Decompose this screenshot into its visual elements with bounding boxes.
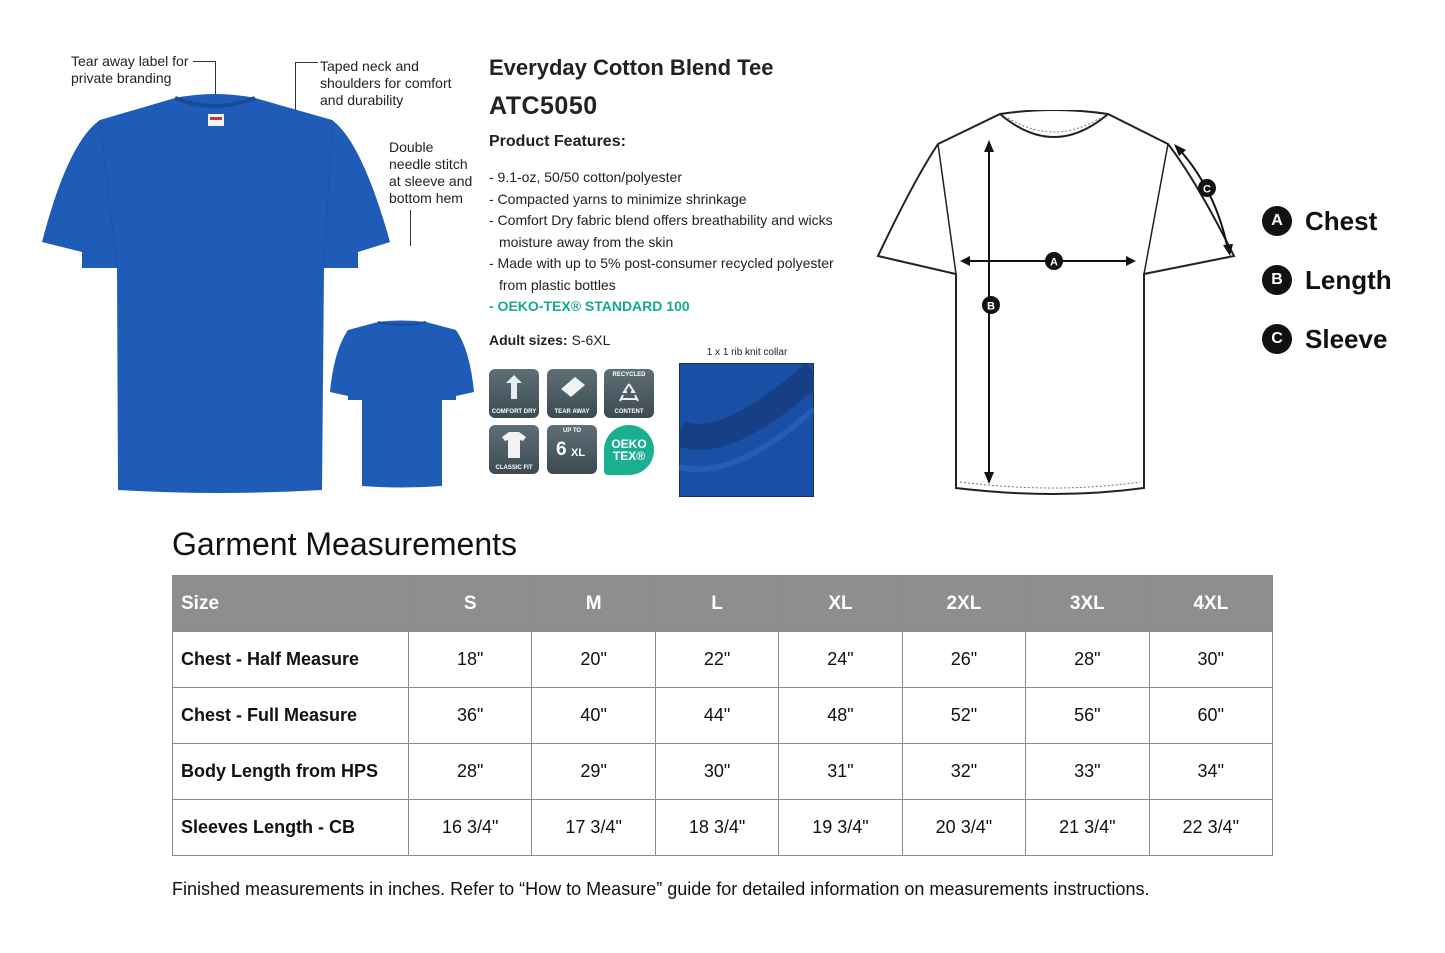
back-tshirt-image bbox=[328, 320, 476, 488]
recycle-icon bbox=[617, 381, 641, 405]
table-cell: 30" bbox=[1149, 632, 1272, 688]
recycled-label-bottom: CONTENT bbox=[614, 409, 644, 415]
table-cell: 20" bbox=[532, 632, 655, 688]
comfort-dry-label: COMFORT DRY bbox=[491, 409, 537, 415]
table-cell: 18 3/4" bbox=[655, 800, 778, 856]
diagram-marker-b: B bbox=[987, 300, 995, 313]
callout-taped-neck: Taped neck and shoulders for comfort and durability bbox=[320, 58, 452, 108]
oeko-tex-badge bbox=[604, 425, 654, 475]
adult-sizes-value: S-6XL bbox=[567, 332, 611, 348]
table-cell: 30" bbox=[655, 744, 778, 800]
column-header: Size bbox=[173, 576, 409, 632]
features-list bbox=[489, 167, 839, 318]
feature-item-oeko: - OEKO-TEX® STANDARD 100 bbox=[489, 298, 690, 314]
column-header: 3XL bbox=[1026, 576, 1149, 632]
table-cell: 60" bbox=[1149, 688, 1272, 744]
legend-item-length bbox=[1262, 264, 1392, 296]
table-cell: 19 3/4" bbox=[779, 800, 902, 856]
legend-item-chest bbox=[1262, 205, 1377, 237]
legend-key-c: C bbox=[1262, 324, 1292, 354]
size-6xl-badge bbox=[547, 425, 597, 474]
measurement-diagram bbox=[876, 110, 1236, 498]
row-label: Sleeves Length - CB bbox=[173, 800, 409, 856]
up-to-label: UP TO bbox=[562, 428, 582, 434]
callout-tear-away-label: Tear away label for private branding bbox=[71, 53, 189, 86]
table-cell: 36" bbox=[409, 688, 532, 744]
table-cell: 29" bbox=[532, 744, 655, 800]
leader-line-double-needle bbox=[410, 210, 412, 246]
table-cell: 44" bbox=[655, 688, 778, 744]
oeko-line2: TEX® bbox=[612, 449, 646, 463]
comfort-dry-icon bbox=[502, 373, 526, 401]
table-cell: 40" bbox=[532, 688, 655, 744]
callout-double-needle: Double needle stitch at sleeve and bottom hem bbox=[389, 139, 473, 206]
table-cell: 16 3/4" bbox=[409, 800, 532, 856]
feature-item: - Compacted yarns to minimize shrinkage bbox=[489, 190, 747, 207]
table-cell: 22 3/4" bbox=[1149, 800, 1272, 856]
table-row bbox=[173, 800, 1273, 856]
table-row bbox=[173, 632, 1273, 688]
column-header: XL bbox=[779, 576, 902, 632]
feature-item: - Made with up to 5% post-consumer recycled polyester from plastic bottles bbox=[489, 255, 834, 293]
collar-swatch-image bbox=[679, 363, 814, 497]
row-label: Body Length from HPS bbox=[173, 744, 409, 800]
classic-fit-badge bbox=[489, 425, 539, 474]
product-code: ATC5050 bbox=[489, 92, 598, 120]
table-row bbox=[173, 744, 1273, 800]
table-cell: 21 3/4" bbox=[1026, 800, 1149, 856]
table-cell: 31" bbox=[779, 744, 902, 800]
column-header: L bbox=[655, 576, 778, 632]
product-title: Everyday Cotton Blend Tee bbox=[489, 55, 774, 80]
adult-sizes-label: Adult sizes: bbox=[489, 332, 568, 348]
recycled-content-badge bbox=[604, 369, 654, 418]
tear-away-icon bbox=[557, 375, 587, 401]
adult-sizes bbox=[489, 332, 610, 348]
row-label: Chest - Half Measure bbox=[173, 632, 409, 688]
legend-item-sleeve bbox=[1262, 323, 1387, 355]
legend-label-chest: Chest bbox=[1305, 205, 1378, 236]
classic-fit-label: CLASSIC FIT bbox=[495, 465, 533, 471]
table-row bbox=[173, 688, 1273, 744]
table-cell: 24" bbox=[779, 632, 902, 688]
table-header-row bbox=[173, 576, 1273, 632]
features-heading: Product Features: bbox=[489, 133, 626, 150]
table-cell: 18" bbox=[409, 632, 532, 688]
table-cell: 28" bbox=[409, 744, 532, 800]
measurements-table bbox=[172, 575, 1273, 856]
table-cell: 52" bbox=[902, 688, 1025, 744]
column-header: S bbox=[409, 576, 532, 632]
table-cell: 26" bbox=[902, 632, 1025, 688]
table-cell: 32" bbox=[902, 744, 1025, 800]
oeko-line1: OEKO bbox=[611, 437, 647, 451]
tear-away-badge bbox=[547, 369, 597, 418]
measurements-title: Garment Measurements bbox=[172, 526, 518, 562]
six-xl-unit: XL bbox=[571, 447, 586, 459]
table-cell: 22" bbox=[655, 632, 778, 688]
diagram-marker-a: A bbox=[1050, 256, 1058, 269]
column-header: 4XL bbox=[1149, 576, 1272, 632]
legend-key-a: A bbox=[1262, 206, 1292, 236]
collar-caption: 1 x 1 rib knit collar bbox=[706, 347, 788, 358]
table-cell: 48" bbox=[779, 688, 902, 744]
table-cell: 20 3/4" bbox=[902, 800, 1025, 856]
feature-item: - 9.1-oz, 50/50 cotton/polyester bbox=[489, 169, 682, 185]
table-cell: 28" bbox=[1026, 632, 1149, 688]
table-cell: 33" bbox=[1026, 744, 1149, 800]
six-xl-number: 6 bbox=[556, 439, 567, 460]
tear-away-label: TEAR AWAY bbox=[554, 409, 590, 415]
legend-key-b: B bbox=[1262, 265, 1292, 295]
classic-fit-icon bbox=[501, 430, 527, 460]
row-label: Chest - Full Measure bbox=[173, 688, 409, 744]
diagram-marker-c: C bbox=[1203, 183, 1211, 196]
column-header: 2XL bbox=[902, 576, 1025, 632]
legend-label-sleeve: Sleeve bbox=[1305, 323, 1388, 354]
measurements-footnote: Finished measurements in inches. Refer to “How to Measure” guide for detailed information on measurements instructions. bbox=[172, 879, 1150, 899]
table-cell: 17 3/4" bbox=[532, 800, 655, 856]
column-header: M bbox=[532, 576, 655, 632]
table-cell: 56" bbox=[1026, 688, 1149, 744]
feature-item: - Comfort Dry fabric blend offers breathability and wicks moisture away from the skin bbox=[489, 212, 833, 250]
comfort-dry-badge bbox=[489, 369, 539, 418]
recycled-label-top: RECYCLED bbox=[612, 372, 646, 378]
legend-label-length: Length bbox=[1305, 264, 1392, 295]
table-cell: 34" bbox=[1149, 744, 1272, 800]
